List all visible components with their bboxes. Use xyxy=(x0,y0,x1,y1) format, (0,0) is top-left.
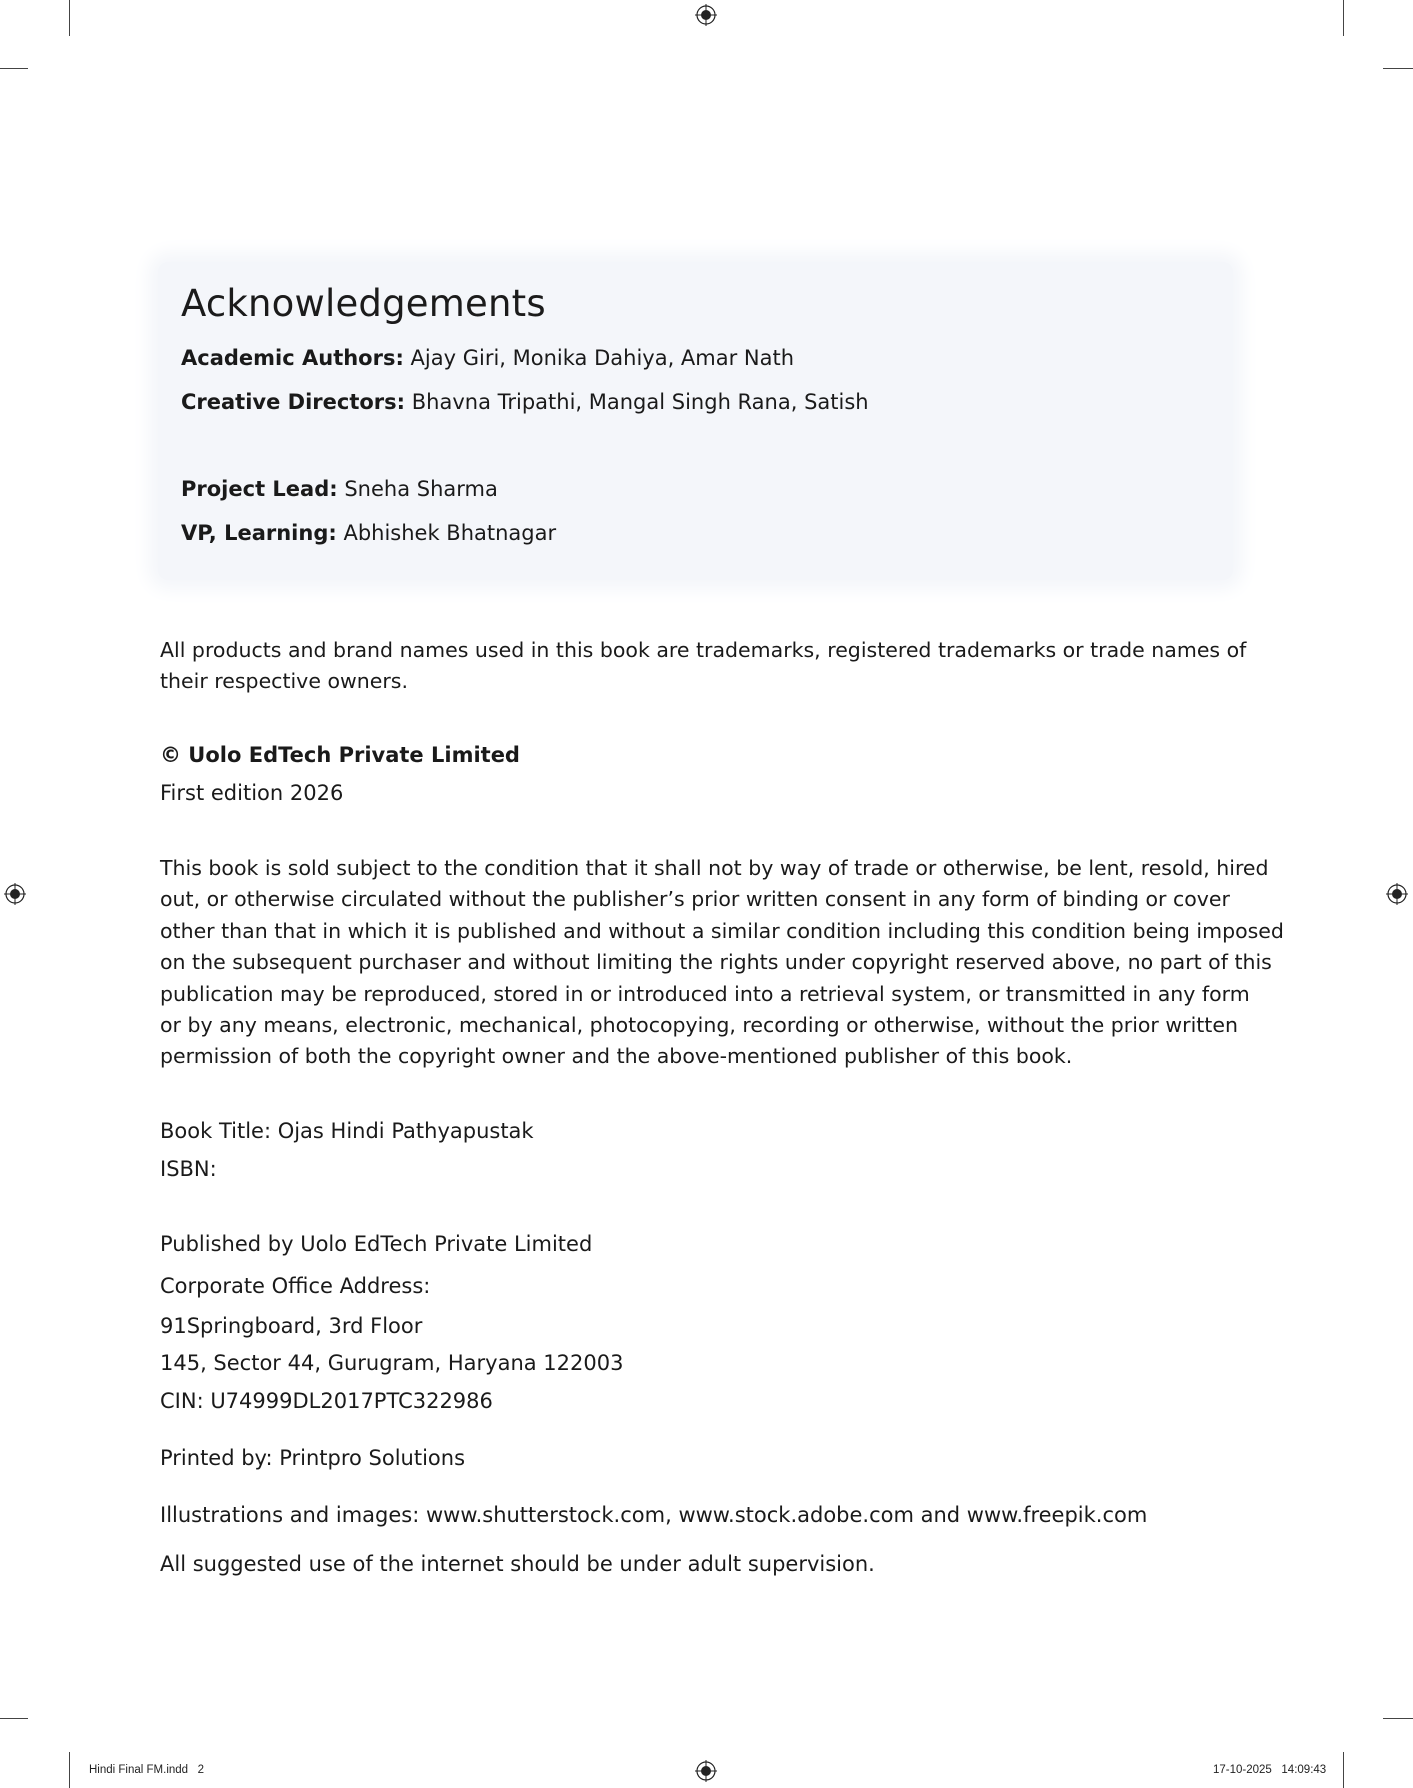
conditions-line: permission of both the copyright owner and the above-mentioned publisher of this book. xyxy=(160,1044,1073,1069)
academic-authors-value: Ajay Giri, Monika Dahiya, Amar Nath xyxy=(410,346,795,370)
conditions-line: on the subsequent purchaser and without limiting the rights under copyright reserved above, no part of this xyxy=(160,950,1272,975)
address-line-2: 145, Sector 44, Gurugram, Haryana 122003 xyxy=(160,1351,624,1375)
address-line-1: 91Springboard, 3rd Floor xyxy=(160,1314,423,1338)
conditions-line: other than that in which it is published and without a similar condition including this condition being imposed xyxy=(160,918,1284,943)
edition: First edition 2026 xyxy=(160,781,344,805)
academic-authors-line xyxy=(181,346,794,370)
registration-mark-bottom-icon xyxy=(695,1760,717,1782)
crop-mark-top-left xyxy=(69,0,70,36)
book-title: Book Title: Ojas Hindi Pathyapustak xyxy=(160,1119,534,1143)
printed-by: Printed by: Printpro Solutions xyxy=(160,1446,466,1470)
registration-mark-left-icon xyxy=(4,883,26,905)
crop-mark-bottom-left xyxy=(69,1752,70,1788)
crop-mark-right-bottom xyxy=(1383,1718,1413,1719)
creative-directors-line xyxy=(181,390,869,414)
conditions-line: publication may be reproduced, stored in or introduced into a retrieval system, or transmitted in any form xyxy=(160,981,1250,1006)
trademarks-line: their respective owners. xyxy=(160,669,408,694)
vp-learning-label: VP, Learning: xyxy=(181,521,337,545)
acknowledgements-title: Acknowledgements xyxy=(181,282,546,325)
conditions-line: or by any means, electronic, mechanical, photocopying, recording or otherwise, without the prior written xyxy=(160,1013,1238,1038)
isbn: ISBN: xyxy=(160,1157,217,1181)
crop-mark-left-top xyxy=(0,68,28,69)
slug-file-name: Hindi Final FM.indd 2 xyxy=(89,1764,205,1776)
crop-mark-top-right xyxy=(1343,0,1344,36)
conditions-paragraph xyxy=(160,853,1284,1073)
crop-mark-left-bottom xyxy=(0,1718,28,1719)
project-lead-line xyxy=(181,477,498,501)
project-lead-label: Project Lead: xyxy=(181,477,338,501)
cin: CIN: U74999DL2017PTC322986 xyxy=(160,1389,493,1413)
academic-authors-label: Academic Authors: xyxy=(181,346,404,370)
address-label: Corporate Office Address: xyxy=(160,1274,431,1298)
trademarks-paragraph xyxy=(160,635,1246,698)
registration-mark-top-icon xyxy=(695,4,717,26)
creative-directors-label: Creative Directors: xyxy=(181,390,406,414)
internet-note: All suggested use of the internet should be under adult supervision. xyxy=(160,1552,875,1576)
illustrations-credit: Illustrations and images: www.shutterstock.com, www.stock.adobe.com and www.freepik.com xyxy=(160,1503,1148,1527)
crop-mark-bottom-right xyxy=(1343,1752,1344,1788)
vp-learning-line xyxy=(181,521,556,545)
crop-mark-right-top xyxy=(1383,68,1413,69)
creative-directors-value: Bhavna Tripathi, Mangal Singh Rana, Satish xyxy=(411,390,869,414)
project-lead-value: Sneha Sharma xyxy=(344,477,498,501)
vp-learning-value: Abhishek Bhatnagar xyxy=(343,521,557,545)
registration-mark-right-icon xyxy=(1386,883,1408,905)
slug-timestamp: 17-10-2025 14:09:43 xyxy=(1213,1764,1327,1776)
published-by: Published by Uolo EdTech Private Limited xyxy=(160,1232,593,1256)
copyright-holder: © Uolo EdTech Private Limited xyxy=(160,743,520,767)
conditions-line: This book is sold subject to the condition that it shall not by way of trade or otherwise, be lent, resold, hired xyxy=(160,856,1269,880)
conditions-line: out, or otherwise circulated without the publisher’s prior written consent in any form of binding or cover xyxy=(160,887,1230,912)
trademarks-line: All products and brand names used in this book are trademarks, registered trademarks or trade names of xyxy=(160,638,1247,662)
